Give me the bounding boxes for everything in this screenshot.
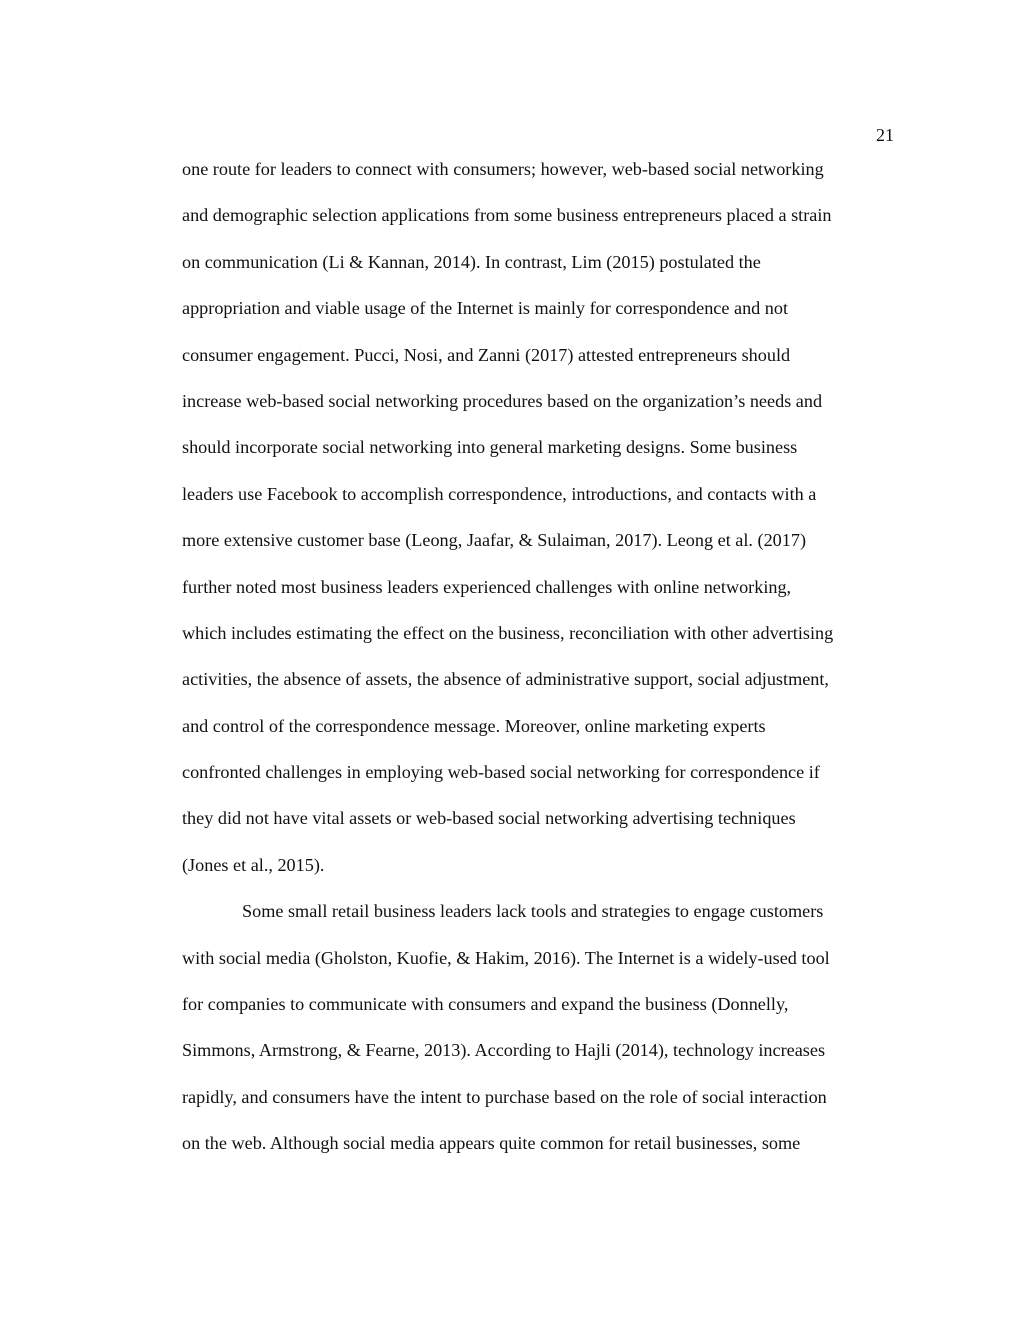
paragraph bbox=[182, 888, 912, 1166]
text-line: Some small retail business leaders lack tools and strategies to engage customers bbox=[242, 901, 824, 922]
text-line: on the web. Although social media appears quite common for retail businesses, some bbox=[182, 1133, 801, 1154]
text-line: for companies to communicate with consumers and expand the business (Donnelly, bbox=[182, 994, 789, 1015]
text-line: further noted most business leaders experienced challenges with online networking, bbox=[182, 576, 792, 597]
text-line: rapidly, and consumers have the intent to purchase based on the role of social interaction bbox=[182, 1086, 827, 1107]
page-number: 21 bbox=[876, 125, 894, 145]
text-line: on communication (Li & Kannan, 2014). In contrast, Lim (2015) postulated the bbox=[182, 251, 761, 272]
text-line: appropriation and viable usage of the Internet is mainly for correspondence and not bbox=[182, 298, 789, 319]
paragraph bbox=[182, 146, 912, 888]
text-line: (Jones et al., 2015). bbox=[182, 854, 325, 875]
text-line: increase web-based social networking procedures based on the organization’s needs and bbox=[182, 390, 823, 411]
text-line: and control of the correspondence message. Moreover, online marketing experts bbox=[182, 715, 766, 736]
text-line: leaders use Facebook to accomplish correspondence, introductions, and contacts with a bbox=[182, 483, 817, 504]
text-line: Simmons, Armstrong, & Fearne, 2013). According to Hajli (2014), technology increases bbox=[182, 1040, 826, 1061]
text-line: and demographic selection applications from some business entrepreneurs placed a strain bbox=[182, 205, 832, 226]
text-line: which includes estimating the effect on the business, reconciliation with other advertising bbox=[182, 622, 834, 643]
text-line: with social media (Gholston, Kuofie, & Hakim, 2016). The Internet is a widely-used tool bbox=[182, 947, 830, 968]
text-line: more extensive customer base (Leong, Jaafar, & Sulaiman, 2017). Leong et al. (2017) bbox=[182, 530, 807, 551]
text-line: should incorporate social networking into general marketing designs. Some business bbox=[182, 437, 798, 458]
text-line: they did not have vital assets or web-based social networking advertising techniques bbox=[182, 808, 796, 829]
body-text bbox=[182, 146, 912, 1167]
text-line: activities, the absence of assets, the absence of administrative support, social adjustment, bbox=[182, 669, 829, 690]
text-line: consumer engagement. Pucci, Nosi, and Zanni (2017) attested entrepreneurs should bbox=[182, 344, 791, 365]
text-line: one route for leaders to connect with consumers; however, web-based social networking bbox=[182, 159, 824, 179]
text-line: confronted challenges in employing web-based social networking for correspondence if bbox=[182, 762, 820, 783]
